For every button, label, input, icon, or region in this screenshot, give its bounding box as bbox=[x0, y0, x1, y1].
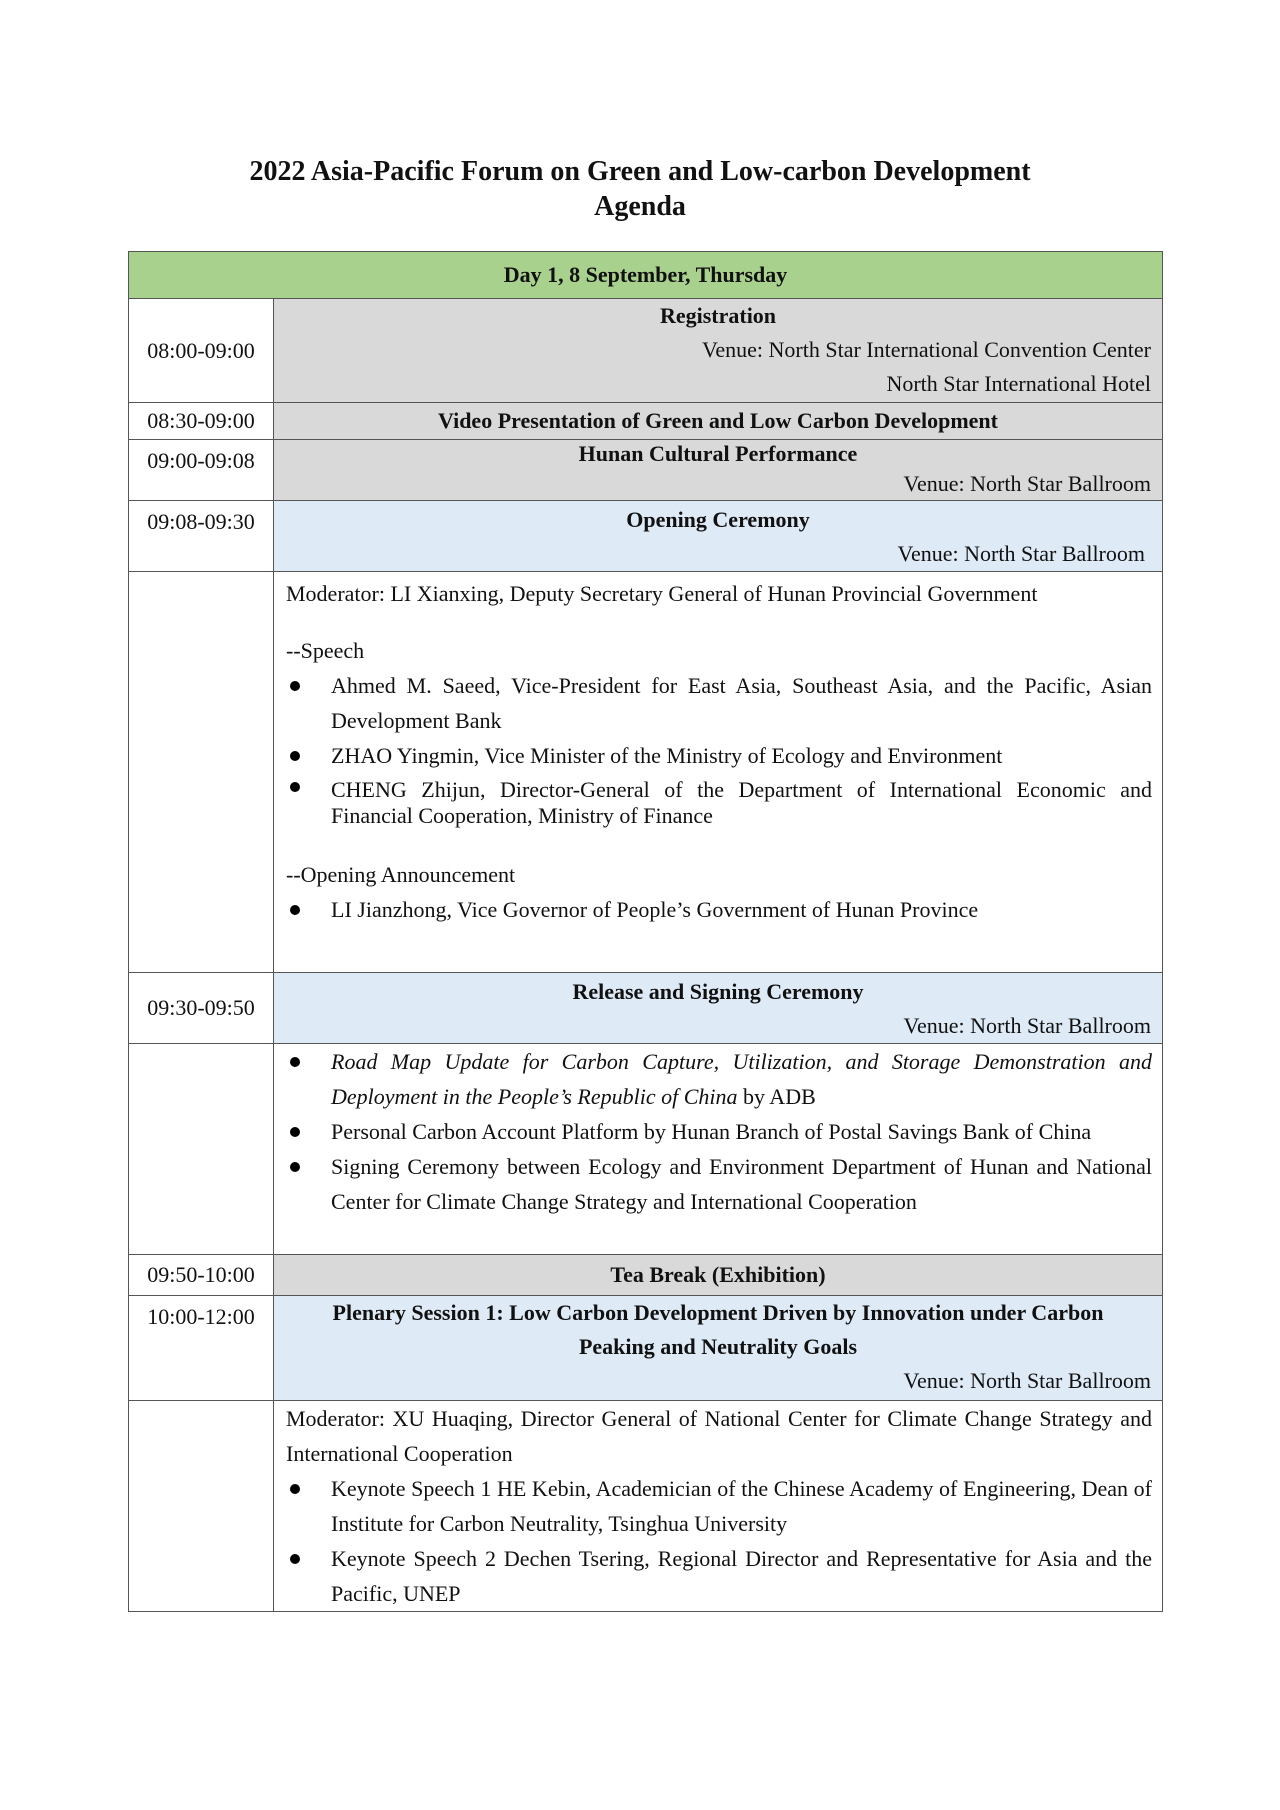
announcement-list bbox=[286, 892, 1152, 927]
tea-row bbox=[129, 1255, 1163, 1296]
roadmap-suffix: by ADB bbox=[737, 1084, 816, 1109]
release-content-row bbox=[129, 1044, 1163, 1255]
plenary-moderator: Moderator: XU Huaqing, Director General of National Center for Climate Change Strategy and International Cooperation bbox=[286, 1406, 1152, 1466]
video-time: 08:30-09:00 bbox=[129, 403, 274, 440]
list-item: Personal Carbon Account Platform by Hunan Branch of Postal Savings Bank of China bbox=[286, 1114, 1152, 1149]
performance-title: Hunan Cultural Performance bbox=[578, 441, 858, 466]
video-cell bbox=[274, 403, 1163, 440]
list-item: ZHAO Yingmin, Vice Minister of the Ministry of Ecology and Environment bbox=[286, 738, 1152, 773]
registration-venue-2: North Star International Hotel bbox=[886, 371, 1151, 396]
roadmap-title: Road Map Update for Carbon Capture, Utilization, and Storage Demonstration and Deployment in the People’s Republic of China bbox=[331, 1049, 1152, 1109]
release-time: 09:30-09:50 bbox=[129, 973, 274, 1044]
day-header-row bbox=[129, 252, 1163, 299]
plenary-content-time-cell bbox=[129, 1401, 274, 1612]
list-item: Keynote Speech 2 Dechen Tsering, Regional Director and Representative for Asia and the Pacific, UNEP bbox=[286, 1541, 1152, 1611]
video-title: Video Presentation of Green and Low Carbon Development bbox=[438, 408, 998, 433]
agenda-table bbox=[128, 251, 1163, 1612]
registration-cell bbox=[274, 299, 1163, 403]
list-item bbox=[286, 1044, 1152, 1114]
list-item: CHENG Zhijun, Director-General of the Department of International Economic and Financial Cooperation, Ministry of Finance bbox=[286, 773, 1152, 835]
performance-row bbox=[129, 440, 1163, 501]
release-venue: Venue: North Star Ballroom bbox=[903, 1013, 1151, 1038]
opening-venue: Venue: North Star Ballroom bbox=[897, 541, 1145, 566]
plenary-row bbox=[129, 1296, 1163, 1401]
plenary-time: 10:00-12:00 bbox=[129, 1296, 274, 1401]
tea-title: Tea Break (Exhibition) bbox=[610, 1262, 826, 1287]
video-row bbox=[129, 403, 1163, 440]
list-item: Keynote Speech 1 HE Kebin, Academician of the Chinese Academy of Engineering, Dean of Institute for Carbon Neutrality, Tsinghua University bbox=[286, 1471, 1152, 1541]
release-cell bbox=[274, 973, 1163, 1044]
day-header: Day 1, 8 September, Thursday bbox=[129, 252, 1163, 299]
release-title: Release and Signing Ceremony bbox=[572, 979, 864, 1004]
registration-venue-1: Venue: North Star International Convention Center bbox=[701, 337, 1151, 362]
opening-time: 09:08-09:30 bbox=[129, 501, 274, 572]
release-content-cell bbox=[274, 1044, 1163, 1255]
speech-list bbox=[286, 668, 1152, 835]
opening-row bbox=[129, 501, 1163, 572]
release-list bbox=[286, 1044, 1152, 1219]
registration-title: Registration bbox=[659, 303, 777, 328]
performance-venue: Venue: North Star Ballroom bbox=[903, 471, 1151, 496]
list-item: Ahmed M. Saeed, Vice-President for East Asia, Southeast Asia, and the Pacific, Asian Development Bank bbox=[286, 668, 1152, 738]
tea-cell bbox=[274, 1255, 1163, 1296]
opening-cell bbox=[274, 501, 1163, 572]
registration-time: 08:00-09:00 bbox=[129, 299, 274, 403]
registration-row bbox=[129, 299, 1163, 403]
plenary-content-cell bbox=[274, 1401, 1163, 1612]
plenary-venue: Venue: North Star Ballroom bbox=[903, 1368, 1151, 1393]
plenary-cell bbox=[274, 1296, 1163, 1401]
list-item: Signing Ceremony between Ecology and Environment Department of Hunan and National Center for Climate Change Strategy and International Cooperation bbox=[286, 1149, 1152, 1219]
opening-content-time-cell bbox=[129, 572, 274, 973]
performance-cell bbox=[274, 440, 1163, 501]
opening-moderator: Moderator: LI Xianxing, Deputy Secretary General of Hunan Provincial Government bbox=[286, 581, 1038, 606]
speech-label: --Speech bbox=[286, 638, 365, 663]
tea-time: 09:50-10:00 bbox=[129, 1255, 274, 1296]
plenary-content-row bbox=[129, 1401, 1163, 1612]
release-row bbox=[129, 973, 1163, 1044]
opening-content-cell bbox=[274, 572, 1163, 973]
release-content-time-cell bbox=[129, 1044, 274, 1255]
performance-time: 09:00-09:08 bbox=[129, 440, 274, 501]
title-line-2: Agenda bbox=[594, 191, 686, 222]
announcement-label: --Opening Announcement bbox=[286, 862, 516, 887]
plenary-title: Plenary Session 1: Low Carbon Development Driven by Innovation under Carbon Peaking and Neutrality Goals bbox=[332, 1300, 1104, 1359]
opening-title: Opening Ceremony bbox=[626, 507, 810, 532]
title-line-1: 2022 Asia-Pacific Forum on Green and Low-carbon Development bbox=[249, 156, 1031, 187]
document-title bbox=[0, 154, 1280, 224]
opening-content-row bbox=[129, 572, 1163, 973]
keynote-list bbox=[286, 1471, 1152, 1611]
list-item: LI Jianzhong, Vice Governor of People’s Government of Hunan Province bbox=[286, 892, 1152, 927]
